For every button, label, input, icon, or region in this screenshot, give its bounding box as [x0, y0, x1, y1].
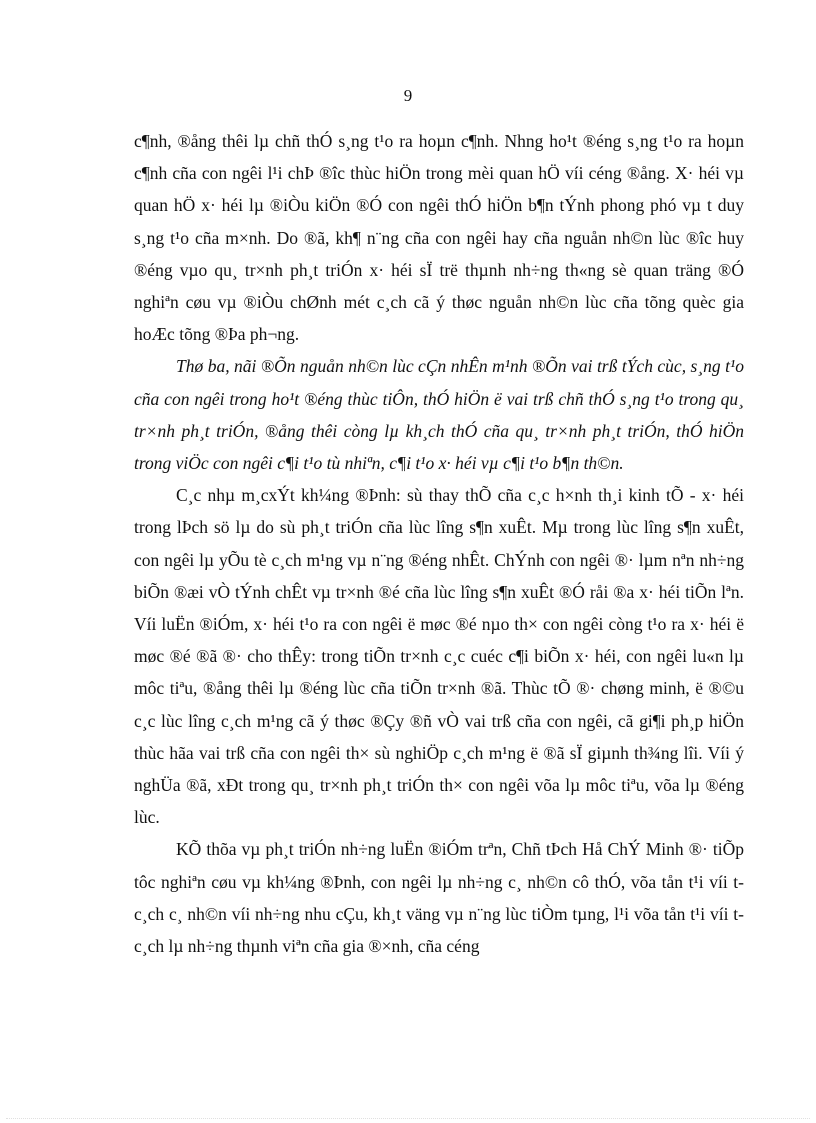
paragraph-4: KÕ thõa vµ ph¸t triÓn nh÷ng luËn ®iÓm trªn, Chñ tÞch Hå ChÝ Minh ®· tiÕp tôc nghiªn cøu vµ kh¼ng ®Þnh, con ngêi lµ nh÷ng c¸ nh©n cô thÓ, võa tån t¹i víi t c¸ch c¸ nh©n víi nh÷ng nhu cÇu, kh¸t väng vµ n¨ng lùc tiÒm tµng, l¹i võa tån t¹i víi t c¸ch lµ nh÷ng thµnh viªn cña gia ®×nh, cña céng [134, 839, 744, 957]
body-text [134, 125, 744, 962]
paragraph-3: C¸c nhµ m¸cxÝt kh¼ng ®Þnh: sù thay thÕ cña c¸c h×nh th¸i kinh tÕ - x· héi trong lÞch sö lµ do sù ph¸t triÓn cña lùc lîng s¶n xuÊt. Mµ trong lùc lîng s¶n xuÊt, con ngêi lµ yÕu tè c¸ch m¹ng vµ n¨ng ®éng nhÊt. ChÝnh con ngêi ®· lµm nªn nh÷ng biÕn ®æi vÒ tÝnh chÊt vµ tr×nh ®é cña lùc lîng s¶n xuÊt ®Ó råi ®a x· héi tiÕn lªn. Víi luËn ®iÓm, x· héi t¹o ra con ngêi ë møc ®é nµo th× con ngêi còng t¹o ra x· héi ë møc ®é ®ã ®· cho thÊy: trong tiÕn tr×nh c¸c cuéc c¶i biÕn x· héi, con ngêi lu«n lµ môc tiªu, ®ång thêi lµ ®éng lùc cña tiÕn tr×nh ®ã. Thùc tÕ ®· chøng minh, ë ®©u c¸c lùc lîng c¸ch m¹ng cã ý thøc ®Çy ®ñ vÒ vai trß cña con ngêi, cã gi¶i ph¸p hiÖn thùc hãa vai trß cña con ngêi th× sù nghiÖp c¸ch m¹ng ë ®ã sÏ giµnh th¾ng lîi. Víi ý nghÜa ®ã, xÐt trong qu¸ tr×nh ph¸t triÓn th× con ngêi võa lµ môc tiªu, võa lµ ®éng lùc. [134, 485, 744, 828]
paragraph-1: c¶nh, ®ång thêi lµ chñ thÓ s¸ng t¹o ra hoµn c¶nh. Nhng ho¹t ®éng s¸ng t¹o ra hoµn c¶nh cña con ngêi l¹i chÞ ®îc thùc hiÖn trong mèi quan hÖ víi céng ®ång. X· héi vµ quan hÖ x· héi lµ ®iÒu kiÖn ®Ó con ngêi thÓ hiÖn b¶n tÝnh phong phó vµ t duy s¸ng t¹o cña m×nh. Do ®ã, kh¶ n¨ng cña con ngêi hay cña nguån nh©n lùc ®îc huy ®éng vµo qu¸ tr×nh ph¸t triÓn x· héi sÏ trë thµnh nh÷ng th«ng sè quan träng ®Ó nghiªn cøu vµ ®iÒu chØnh mét c¸ch cã ý thøc nguån nh©n lùc cña tõng quèc gia hoÆc tõng ®Þa ph¬ng. [134, 131, 744, 345]
bottom-divider [6, 1118, 810, 1119]
paragraph-2: Thø ba, nãi ®Õn nguån nh©n lùc cÇn nhÊn m¹nh ®Õn vai trß tÝch cùc, s¸ng t¹o cña con ngêi trong ho¹t ®éng thùc tiÔn, thÓ hiÖn ë vai trß chñ thÓ s¸ng t¹o trong qu¸ tr×nh ph¸t triÓn, ®ång thêi còng lµ kh¸ch thÓ cña qu¸ tr×nh ph¸t triÓn, thÓ hiÖn trong viÖc con ngêi c¶i t¹o tù nhiªn, c¶i t¹o x· héi vµ c¶i t¹o b¶n th©n. [134, 356, 744, 474]
page-number: 9 [403, 86, 413, 105]
